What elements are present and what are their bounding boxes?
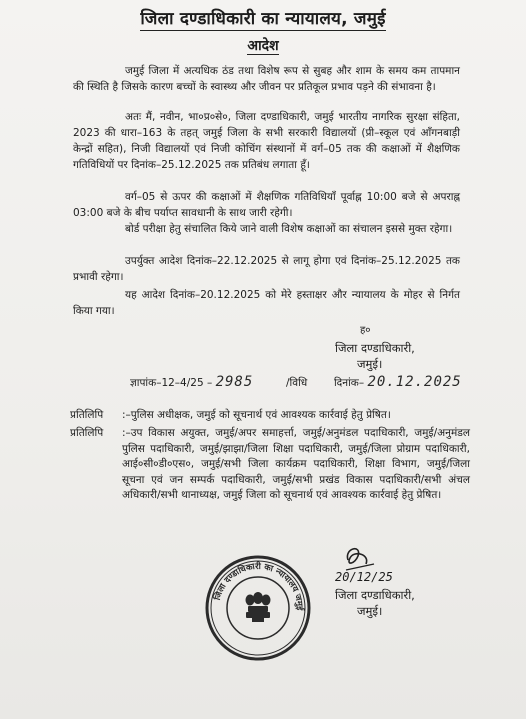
signature-date: 20/12/25	[335, 570, 393, 584]
handwritten-signature	[340, 540, 400, 592]
designation: जिला दण्डाधिकारी,	[335, 341, 415, 355]
order-paragraph-5: उपर्युक्त आदेश दिनांक–22.12.2025 से लागू होगा एवं दिनांक–25.12.2025 तक प्रभावी रहेगा।	[73, 255, 460, 283]
order-paragraph-4: बोर्ड परीक्षा हेतु संचालित किये जाने वाली विशेष कक्षाओं का संचालन इससे मुक्त रहेगा।	[125, 223, 453, 235]
order-paragraph-2: अतः मैं, नवीन, भा०प्र०से०, जिला दण्डाधिकारी, जमुई भारतीय नागरिक सुरक्षा संहिता, 2023 की धारा–163 के तहत् जमुई जिला के सभी सरकारी विद्यालयों (प्री–स्कूल एवं आँगनबाड़ी केन्द्रों सहित), निजी विद्यालयों एवं निजी कोचिंग संस्थानों में वर्ग–05 तक की कक्षाओं में शैक्षणिक गतिविधियों पर दिनांक–25.12.2025 तक प्रतिबंध लगाता हूँ।	[73, 111, 460, 171]
copy-entry-2	[70, 426, 470, 504]
memo-date-label: दिनांक–	[333, 377, 365, 389]
court-title: जिला दण्डाधिकारी का न्यायालय, जमुई	[140, 9, 386, 29]
copy-text: :–उप विकास अयुक्त, जमुई/अपर समाहर्त्ता, जमुई/अनुमंडल पदाधिकारी, जमुई/अनुमंडल पुलिस पदाधिकारी, जमुई/झाझा/जिला शिक्षा पदाधिकारी, जमुई/जिला प्रोग्राम पदाधिकारी, आई०सी०डी०एस०, जमुई/सभी जिला कार्यक्रम पदाधिकारी, शिक्षा विभाग, जमुई/जिला सूचना एवं जन सम्पर्क पदाधिकारी, जमुई/सभी प्रखंड विकास पदाधिकारी/सभी अंचल अधिकारी/सभी थानाध्यक्ष, जमुई जिला को सूचनार्थ एवं आवश्यक कार्रवाई हेतु प्रेषित।	[122, 427, 470, 502]
memo-date: 20.12.2025	[367, 374, 462, 390]
copy-text: :–पुलिस अधीक्षक, जमुई को सूचनार्थ एवं आवश्यक कार्रवाई हेतु प्रेषित।	[122, 409, 391, 421]
signature-block-2	[335, 587, 415, 619]
copy-label: प्रतिलिपि	[70, 409, 104, 421]
emblem-icon	[246, 592, 271, 622]
order-paragraph-6: यह आदेश दिनांक–20.12.2025 को मेरे हस्ताक्षर और न्यायालय के मोहर से निर्गत किया गया।	[73, 289, 460, 317]
order-paragraph-3: वर्ग–05 से ऊपर की कक्षाओं में शैक्षणिक गतिविधियाँ पूर्वाह्न 10:00 बजे से अपराह्न 03:00 बजे के बीच पर्याप्त सावधानी के साथ जारी रहेगी।	[73, 191, 460, 219]
district: जमुई।	[357, 357, 383, 371]
order-paragraph-1: जमुई जिला में अत्यधिक ठंड तथा विशेष रूप से सुबह और शाम के समय कम तापमान की स्थिति है जिसके कारण बच्चों के स्वास्थ्य और जीवन पर प्रतिकूल प्रभाव पड़ने की संभावना है।	[73, 65, 460, 93]
signed-mark: ह०	[360, 325, 371, 336]
copy-label: प्रतिलिपि	[70, 427, 104, 439]
court-seal	[204, 554, 312, 662]
memo-prefix: ज्ञापांक–12–4/25 –	[130, 377, 213, 389]
memo-number: 2985	[215, 374, 254, 390]
seal-ring-text: जिला दण्डाधिकारी का न्यायालय जमुई	[212, 561, 305, 611]
signature-block-1	[335, 340, 415, 372]
memo-vidhi: /विधि	[285, 377, 308, 389]
district: जमुई।	[357, 604, 383, 618]
designation: जिला दण्डाधिकारी,	[335, 588, 415, 602]
memo-line	[130, 374, 526, 390]
order-heading: आदेश	[247, 38, 279, 54]
copy-entry-1	[70, 408, 470, 424]
